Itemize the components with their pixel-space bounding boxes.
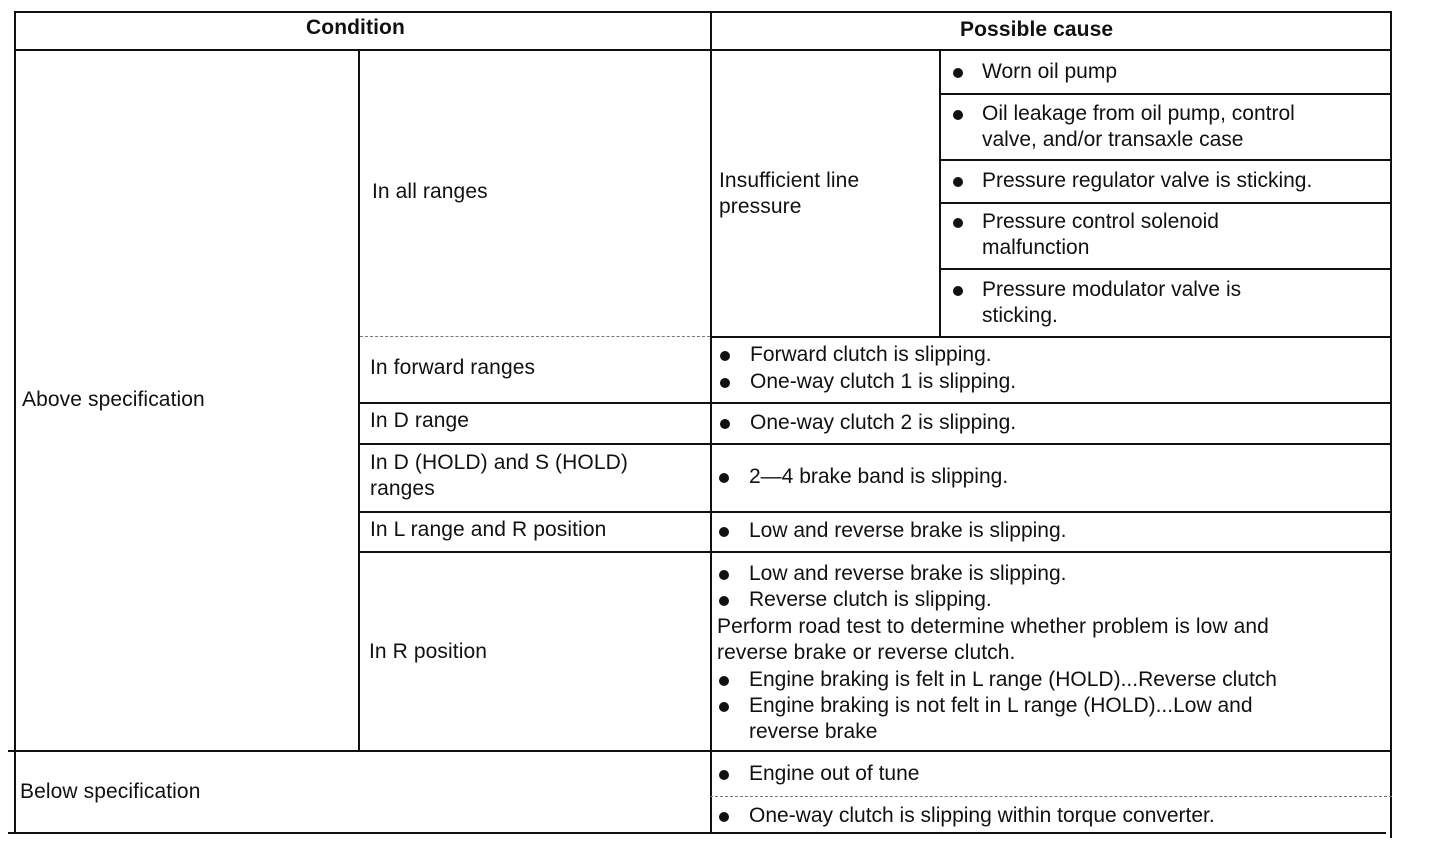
range-hold-1: In D (HOLD) and S (HOLD) xyxy=(370,451,628,474)
row-sep-forward xyxy=(360,402,1392,404)
road-test-note-2: reverse brake or reverse clutch. xyxy=(717,641,1016,664)
header-divider xyxy=(14,49,1392,51)
border-left xyxy=(14,11,16,834)
cause-line-3 xyxy=(939,202,1392,204)
bullet-icon xyxy=(720,351,730,361)
border-bottom xyxy=(8,832,1386,834)
range-r-position: In R position xyxy=(369,640,488,663)
range-all-ranges: In all ranges xyxy=(372,180,488,203)
row-sep-allranges xyxy=(360,336,710,337)
bullet-icon xyxy=(719,473,729,483)
bullet-icon xyxy=(953,68,963,78)
bullet-icon xyxy=(719,702,729,712)
cause-line-2 xyxy=(939,159,1392,161)
row-sep-drange xyxy=(360,443,1392,445)
row-sep-below-causes xyxy=(710,796,1392,797)
border-top xyxy=(14,11,1392,13)
col-divider-main xyxy=(710,11,712,834)
col-divider-label xyxy=(358,50,360,752)
bullet-icon xyxy=(720,419,730,429)
bullet-icon xyxy=(719,596,729,606)
bullet-icon xyxy=(953,286,963,296)
bullet-icon xyxy=(953,110,963,120)
bullet-icon xyxy=(953,218,963,228)
border-right xyxy=(1390,11,1392,838)
bullet-icon xyxy=(719,770,729,780)
subcause-line-pressure-2: pressure xyxy=(719,195,802,218)
header-condition: Condition xyxy=(306,16,405,39)
bullet-icon xyxy=(719,676,729,686)
subcause-line-pressure-1: Insufficient line xyxy=(719,169,860,192)
bullet-icon xyxy=(720,378,730,388)
header-possible-cause: Possible cause xyxy=(960,18,1114,41)
row-sep-hold xyxy=(360,511,1392,513)
range-d: In D range xyxy=(370,409,470,432)
row-sep-allranges-cause xyxy=(710,336,1392,338)
range-forward: In forward ranges xyxy=(370,356,536,379)
row-sep-above-below xyxy=(8,750,1392,752)
cause-line-1 xyxy=(939,93,1392,95)
bullet-icon xyxy=(719,527,729,537)
range-hold-2: ranges xyxy=(370,477,435,500)
bullet-icon xyxy=(719,570,729,580)
bullet-icon xyxy=(953,177,963,187)
above-spec-label: Above specification xyxy=(22,388,205,411)
road-test-note-1: Perform road test to determine whether problem is low and xyxy=(717,615,1269,638)
row-sep-lrange xyxy=(360,551,1392,553)
below-spec-label: Below specification xyxy=(20,780,201,803)
range-l-and-r: In L range and R position xyxy=(370,518,607,541)
bullet-icon xyxy=(719,812,729,822)
diagnosis-table: Condition Possible cause Above specification In all ranges Insufficient line pressure Worn oil pump Oil leakage from oil pump, control valve, and/or transaxle case Pressure regulator valve is sticking. Pressure control solenoid malfunction Pressure modulator valve is sticking. In forward ranges Forward clutch is slipping. One-way clutch 1 is slipping. In D range One-way clutch 2 is slipping. In D (HOLD) and S (HOLD) ranges 2—4 brake band is slipping. In L range and R position Low and reverse brake is slipping. In R position Low and reverse brake is slipping. Reverse clutch is slipping. Perform road test to determine whether problem is low and reverse brake or reverse clutch. Engine braking is felt in L range (HOLD)...Reverse clutch Engine braking is not felt in L range (HOLD)...Low and reverse brake Below specification Engine out of tune One-way clutch is slipping within torque converter. xyxy=(8,0,1394,840)
cause-line-4 xyxy=(939,268,1392,270)
